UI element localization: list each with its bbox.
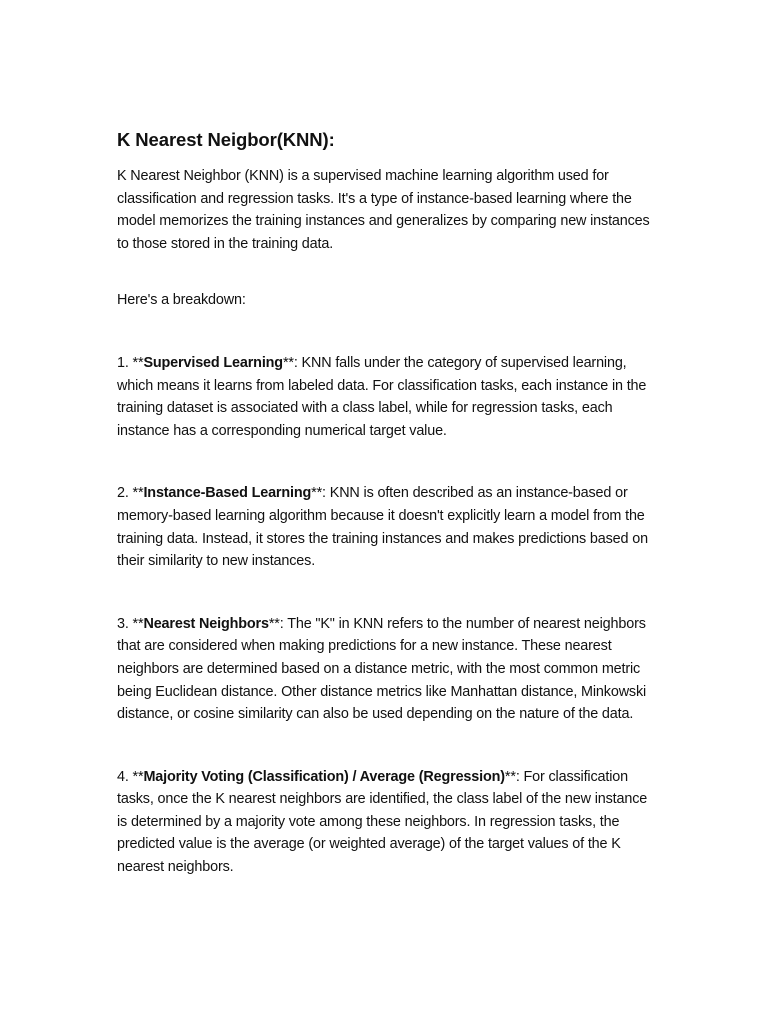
item-3-term: Nearest Neighbors: [143, 615, 269, 632]
item-4-text: : For classification tasks, once the K nearest neighbors are identified, the class label of the new instance is determined by a majority vote among these neighbors. In regression tasks, the predicted value is the average (or weighted average) of the target values of the K nearest neighbors.: [117, 768, 648, 876]
document-page: [117, 128, 657, 879]
item-1-term: Supervised Learning: [143, 354, 283, 371]
item-4-prefix: 4. **: [117, 768, 144, 785]
breakdown-item-1: [117, 352, 657, 442]
item-4-suffix: **: [504, 768, 516, 785]
item-3-text: : The "K" in KNN refers to the number of nearest neighbors that are considered when making predictions for a new instance. These nearest neighbors are determined based on a distance metric, with the most common metric being Euclidean distance. Other distance metrics like Manhattan distance, Minkowski distance, or cosine similarity can also be used depending on the nature of the data.: [117, 615, 647, 723]
item-4-term: Majority Voting (Classification) / Average (Regression): [143, 768, 505, 785]
breakdown-item-3: [117, 613, 657, 726]
item-2-term: Instance-Based Learning: [143, 485, 312, 502]
item-1-text: : KNN falls under the category of supervised learning, which means it learns from labeled data. For classification tasks, each instance in the training dataset is associated with a class label, while for regression tasks, each instance has a corresponding numerical target value.: [117, 354, 647, 439]
breakdown-item-2: [117, 482, 657, 572]
intro-paragraph: K Nearest Neighbor (KNN) is a supervised machine learning algorithm used for classification and regression tasks. It's a type of instance-based learning where the model memorizes the training instances and generalizes by comparing new instances to those stored in the training data.: [117, 168, 650, 252]
item-2-text: : KNN is often described as an instance-based or memory-based learning algorithm because it doesn't explicitly learn a model from the training data. Instead, it stores the training instances and makes predictions based on their similarity to new instances.: [117, 485, 648, 570]
item-2-suffix: **: [311, 485, 323, 502]
breakdown-item-4: [117, 766, 657, 879]
breakdown-label: Here's a breakdown:: [117, 292, 246, 309]
item-3-prefix: 3. **: [117, 615, 144, 632]
document-title: K Nearest Neigbor(KNN):: [117, 129, 335, 150]
item-3-suffix: **: [268, 615, 280, 632]
item-1-suffix: **: [282, 354, 294, 371]
item-2-prefix: 2. **: [117, 485, 144, 502]
item-1-prefix: 1. **: [117, 354, 144, 371]
